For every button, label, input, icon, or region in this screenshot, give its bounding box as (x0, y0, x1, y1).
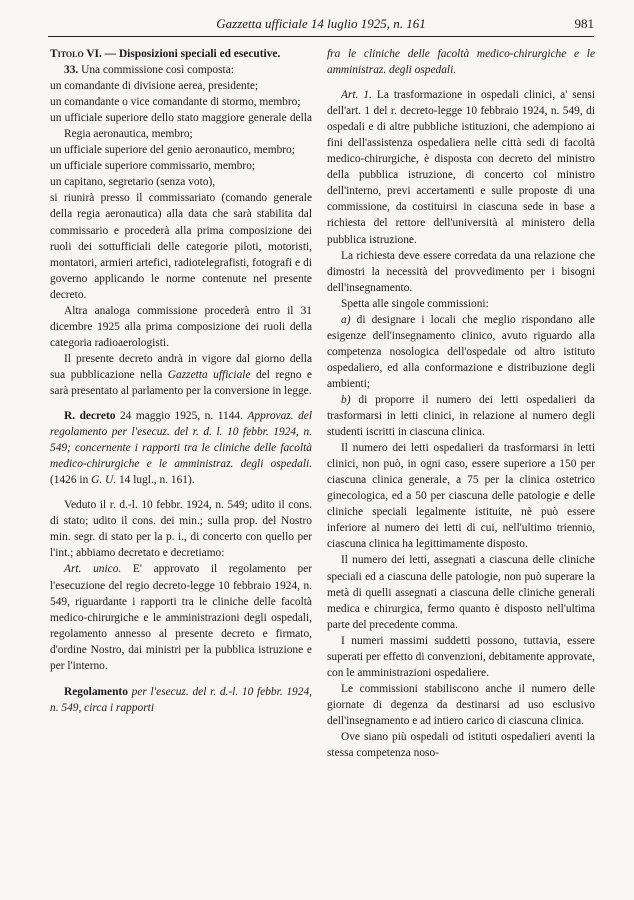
regulation-heading-continued: fra le cliniche delle facoltà medico-chirurgiche e le amministraz. degli ospedali. (327, 48, 595, 77)
page-number: 981 (574, 16, 594, 31)
duty-item-b: b) di proporre il numero dei letti ospedalieri da trasformarsi in letti clinici, in relazione al numero degli studenti iscritti in ciascuna clinica. (327, 393, 595, 439)
beds-assigned-paragraph: Il numero dei letti, assegnati a ciascuna delle cliniche speciali ed a ciascuna delle patologie, non può superare la metà di quelli assegnati a ciascuna delle cliniche generali medica e chirurgica, fermo quanto è disposto nell'ultima parte del precedente comma. (327, 554, 595, 631)
member-line: un ufficiale superiore dello stato maggiore generale della Regia aeronautica, membro; (50, 112, 312, 141)
duties-lead: Spetta alle singole commissioni: (341, 297, 489, 310)
maximum-numbers-paragraph: I numeri massimi suddetti possono, tuttavia, essere superati per effetto di convenzioni, debitamente approvate, con le amministrazioni ospedaliere. (327, 634, 595, 679)
regulation-heading: Regolamento per l'esecuz. del r. d.-l. 10 febbr. 1924, n. 549, circa i rapporti (50, 685, 312, 714)
page-header (48, 14, 594, 37)
duty-item-a: a) di designare i locali che meglio rispondano alle esigenze dell'insegnamento clinico, avuto riguardo alla competenza nosologica dell'ospedale od altro istituto ospedaliero, ed alla conformazione e distribuzione degli ambienti; (327, 313, 595, 390)
decree-heading: R. decreto 24 maggio 1925, n. 1144. Approvaz. del regolamento per l'esecuz. del r. d. l. 10 febbr. 1924, n. 549; concernente i rapporti tra le cliniche delle facoltà medico-chirurgiche e le amministraz. degli ospedali. (1426 in G. U. 14 lugl., n. 161). (50, 410, 312, 487)
member-line: un ufficiale superiore commissario, membro; (50, 160, 256, 173)
right-column (327, 46, 595, 761)
left-column (50, 46, 312, 716)
request-paragraph: La richiesta deve essere corredata da una relazione che dimostri la necessità del provvedimento per i bisogni dell'insegnamento. (327, 249, 595, 294)
section-title: Titolo VI. — Disposizioni speciali ed esecutive. (50, 48, 281, 60)
decree-preamble: Veduto il r. d.-l. 10 febbr. 1924, n. 549; udito il cons. di stato; udito il cons. dei min.; sulla prop. del Nostro min. segr. di stato per la p. i., di concerto con quello per l'int.; abbiamo decretato e decretiamo: (50, 499, 312, 560)
member-line: un comandante di divisione aerea, presidente; (50, 80, 259, 93)
member-line: un capitano, segretario (senza voto), (50, 176, 216, 189)
article-unico: Art. unico. E' approvato il regolamento per l'esecuzione del regio decreto-legge 10 febbraio 1924, n. 549, riguardante i rapporti tra le cliniche delle facoltà medico-chirurgiche e le amministrazioni degli ospedali, regolamento annesso al presente decreto e firmato, d'ordine Nostro, dai ministri per la pubblica istruzione e per l'interno. (50, 563, 313, 672)
article-33: 33. Una commissione così composta: (64, 64, 234, 77)
entry-into-force-paragraph: Il presente decreto andrà in vigore dal giorno della sua pubblicazione nella Gazzetta ufficiale del regno e sarà presentato al parlamento per la conversione in legge. (50, 352, 312, 397)
multiple-hospitals-paragraph: Ove siano più ospedali od istituti ospedalieri aventi la stessa competenza noso- (327, 730, 595, 760)
article-1: Art. 1. La trasformazione in ospedali clinici, a' sensi dell'art. 1 del r. decreto-legge 10 febbraio 1924, n. 549, di ospedali e di altre pubbliche istituzioni, che adempiono ai fini dell'assistenza ospedaliera nelle città sedi di facoltà medico-chirurgiche, è disposta con decreto del ministro della pubblica istruzione, di concerto col ministro dell'interno, previ accertamenti e sulle proposte di una commissione, da costituirsi in ciascuna sede in base a richiesta del rettore dell'università al ministero della pubblica istruzione. (327, 89, 596, 246)
commissions-paragraph: Le commissioni stabiliscono anche il numero delle giornate di degenza da destinarsi ad uso esclusivo dell'insegnamento e ad intiero carico di ciascuna clinica. (327, 682, 595, 727)
commission-paragraph: si riunirà presso il commissariato (comando generale della regia aeronautica) alla data che sarà stabilita dal commissario e procederà alla prima composizione dei ruoli dei sottufficiali delle categorie piloti, motoristi, montatori, armieri artefici, radiotelegrafisti, fotografi e di governo applicando le norme contenute nel presente decreto. (50, 192, 312, 301)
second-commission-paragraph: Altra analoga commissione procederà entro il 31 dicembre 1925 alla prima composizione dei ruoli della categoria radioaerologisti. (50, 304, 312, 349)
member-line: un ufficiale superiore del genio aeronautico, membro; (50, 144, 295, 157)
beds-limit-paragraph: Il numero dei letti ospedalieri da trasformarsi in letti clinici, non può, in ogni caso, essere superiore a 150 per ciascuna clinica generale, a 75 per la clinica ostetrico ginecologica, ed a 50 per ciascuna delle patologie e delle cliniche speciali legalmente istituite, nè può essere inferiore al numero dei letti di cui, nell'ultimo triennio, ciascuna clinica ha legittimamente disposto. (327, 442, 595, 551)
header-title: Gazzetta ufficiale 14 luglio 1925, n. 161 (216, 16, 426, 31)
member-line: un comandante o vice comandante di stormo, membro; (50, 96, 301, 109)
